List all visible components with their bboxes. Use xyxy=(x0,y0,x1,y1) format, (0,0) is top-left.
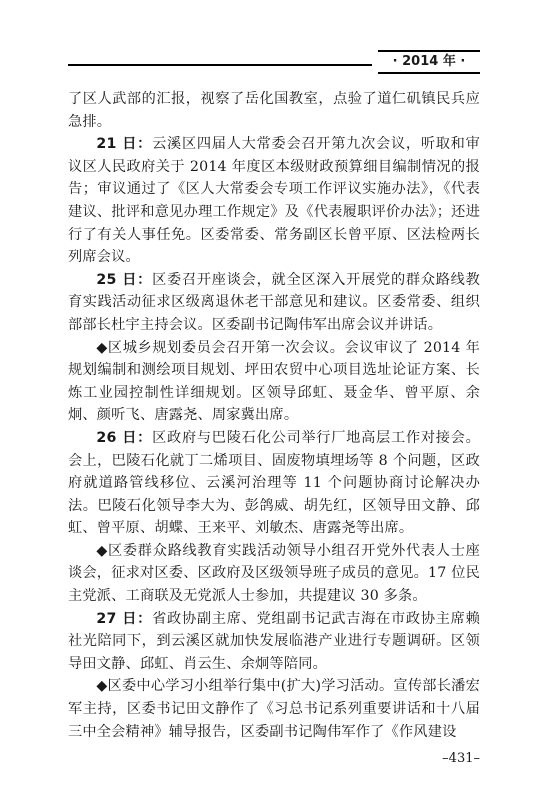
page-number: –431– xyxy=(442,751,480,766)
header-year-tag: · 2014 年 · xyxy=(378,50,480,74)
paragraph-entry xyxy=(68,540,480,608)
header-rule xyxy=(68,64,372,66)
paragraph-text: ◆区委中心学习小组举行集中(扩大)学习活动。宣传部长潘宏军主持，区委书记田文静作了《习总书记系列重要讲话和十八届三中全会精神》辅导报告，区委副书记陶伟军作了《作风建设 xyxy=(68,678,480,740)
paragraph-text: ◆区委群众路线教育实践活动领导小组召开党外代表人士座谈会，征求对区委、区政府及区级领导班子成员的意见。17 位民主党派、工商联及无党派人士参加，共提建议 30 多条。 xyxy=(68,542,480,605)
paragraph-entry xyxy=(68,133,480,269)
paragraph-text: ◆区城乡规划委员会召开第一次会议。会议审议了 2014 年规划编制和测绘项目规划、坪田农贸中心项目选址论证方案、长炼工业园控制性详细规划。区领导邱虹、聂金华、曾平原、余炯、颜听飞、唐露尧、周家冀出席。 xyxy=(68,339,480,424)
paragraph-entry xyxy=(68,337,480,427)
entry-date: 27 日： xyxy=(96,610,153,627)
paragraph-text: 了区人武部的汇报，视察了岳化国教室，点验了道仁矶镇民兵应急排。 xyxy=(68,91,480,130)
running-header xyxy=(0,50,548,72)
paragraph-text: 省政协副主席、党组副书记武吉海在市政协主席赖社光陪同下，到云溪区就加快发展临港产业进行专题调研。区领导田文静、邱虹、肖云生、余炯等陪同。 xyxy=(68,610,480,672)
paragraph-text: 区政府与巴陵石化公司举行厂地高层工作对接会。会上，巴陵石化就丁二烯项目、固废物填埋场等 8 个问题，区政府就道路管线移位、云溪河治理等 11 个问题协商讨论解决办法。巴陵石化领导李大为、彭鸽威、胡先红，区领导田文静、邱虹、曾平原、胡蝶、王来平、刘敏杰、唐露尧等出席。 xyxy=(68,429,480,537)
entry-date: 25 日： xyxy=(96,271,153,288)
paragraph-continuation xyxy=(68,88,480,133)
paragraph-text: 区委召开座谈会，就全区深入开展党的群众路线教育实践活动征求区级离退休老干部意见和建议。区委常委、组织部部长杜宇主持会议。区委副书记陶伟军出席会议并讲话。 xyxy=(68,271,480,333)
entry-date: 21 日： xyxy=(96,136,153,153)
entry-date: 26 日： xyxy=(96,429,153,446)
page-body xyxy=(68,88,480,743)
paragraph-entry xyxy=(68,269,480,337)
paragraph-entry xyxy=(68,427,480,540)
paragraph-text: 云溪区四届人大常委会召开第九次会议，听取和审议区人民政府关于 2014 年度区本级财政预算细目编制情况的报告；审议通过了《区人大常委会专项工作评议实施办法》，《代表建议、批评和意见办理工作规定》及《代表履职评价办法》；还进行了有关人事任免。区委常委、常务副区长曾平原、区法检两长列席会议。 xyxy=(68,136,480,266)
paragraph-entry xyxy=(68,608,480,676)
paragraph-entry xyxy=(68,675,480,743)
